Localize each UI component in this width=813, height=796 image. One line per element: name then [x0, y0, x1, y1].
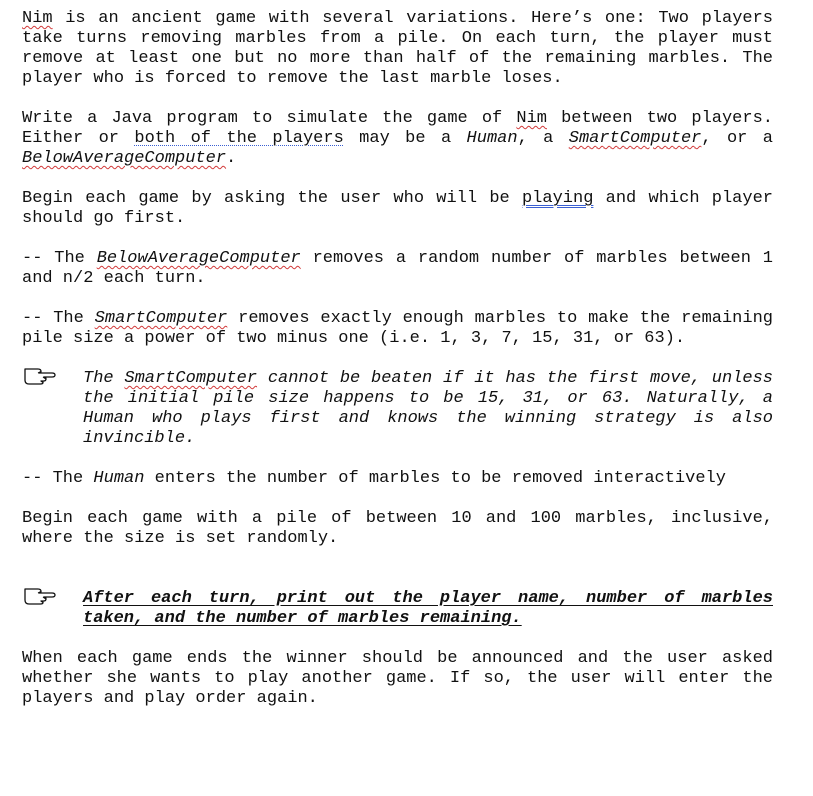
- below-text-a: -- The: [22, 249, 97, 268]
- task-text-a: Write a Java program to simulate the game of: [22, 109, 517, 128]
- both-players-phrase: both of the players: [134, 129, 344, 148]
- playing-word: playing: [521, 189, 594, 208]
- output-note: [22, 589, 773, 629]
- human-paragraph: [22, 469, 773, 489]
- smart-text-a: -- The: [22, 309, 95, 328]
- task-paragraph: [22, 109, 773, 169]
- begin-text-a: Begin each game by asking the user who will be: [22, 189, 522, 208]
- pointing-hand-icon: [22, 583, 58, 605]
- output-note-text: [83, 589, 773, 629]
- end-game-paragraph: When each game ends the winner should be announced and the user asked whether she wants to play another game. If so, the user will enter the players and play order again.: [22, 649, 773, 708]
- task-text-b: between two players. Either or: [22, 109, 773, 148]
- smart-computer-class-name: SmartComputer: [124, 369, 258, 388]
- human-class-name: Human: [466, 129, 518, 148]
- below-average-paragraph: [22, 249, 773, 289]
- smart-computer-class-name: SmartComputer: [568, 129, 702, 148]
- below-average-computer-class-name: BelowAverageComputer: [96, 249, 301, 268]
- intro-text: is an ancient game with several variations. Here’s one: Two players take turns removing marbles from a pile. On each turn, the player must remove at least one but no more than half of the remaining marbles. The player who is forced to remove the last marble loses.: [22, 9, 773, 88]
- pointing-hand-icon: [22, 363, 58, 385]
- strategy-note: [22, 369, 773, 449]
- note1-text-b: cannot be beaten if it has the first move, unless the initial pile size happens to be 15, 31, or 63. Naturally, a Human who plays first and knows the winning strategy is also invincible.: [83, 369, 773, 448]
- nim-word: Nim: [22, 9, 53, 28]
- below-average-computer-class-name: BelowAverageComputer: [22, 149, 227, 168]
- begin-text-b: and which player should go first.: [22, 189, 773, 228]
- document-page: [22, 9, 773, 709]
- smart-computer-class-name: SmartComputer: [94, 309, 228, 328]
- begin-paragraph: [22, 189, 773, 229]
- smart-text-b: removes exactly enough marbles to make the remaining pile size a power of two minus one (i.e. 1, 3, 7, 15, 31, or 63).: [22, 309, 773, 348]
- task-text-f: .: [226, 149, 237, 168]
- intro-paragraph: [22, 9, 773, 89]
- task-text-d: , a: [517, 129, 569, 148]
- strategy-note-text: [83, 369, 773, 449]
- task-text-c: may be a: [343, 129, 467, 148]
- human-class-name: Human: [93, 469, 145, 488]
- nim-word: Nim: [516, 109, 547, 128]
- task-text-e: , or a: [701, 129, 773, 148]
- smart-computer-paragraph: [22, 309, 773, 349]
- below-text-b: removes a random number of marbles between 1 and n/2 each turn.: [22, 249, 773, 288]
- human-text-a: -- The: [22, 469, 94, 488]
- pile-paragraph: Begin each game with a pile of between 10 and 100 marbles, inclusive, where the size is set randomly.: [22, 509, 773, 548]
- output-note-emphasis: After each turn, print out the player name, number of marbles taken, and the number of marbles remaining.: [83, 589, 773, 628]
- note1-text-a: The: [83, 369, 125, 388]
- human-text-b: enters the number of marbles to be removed interactively: [144, 469, 726, 488]
